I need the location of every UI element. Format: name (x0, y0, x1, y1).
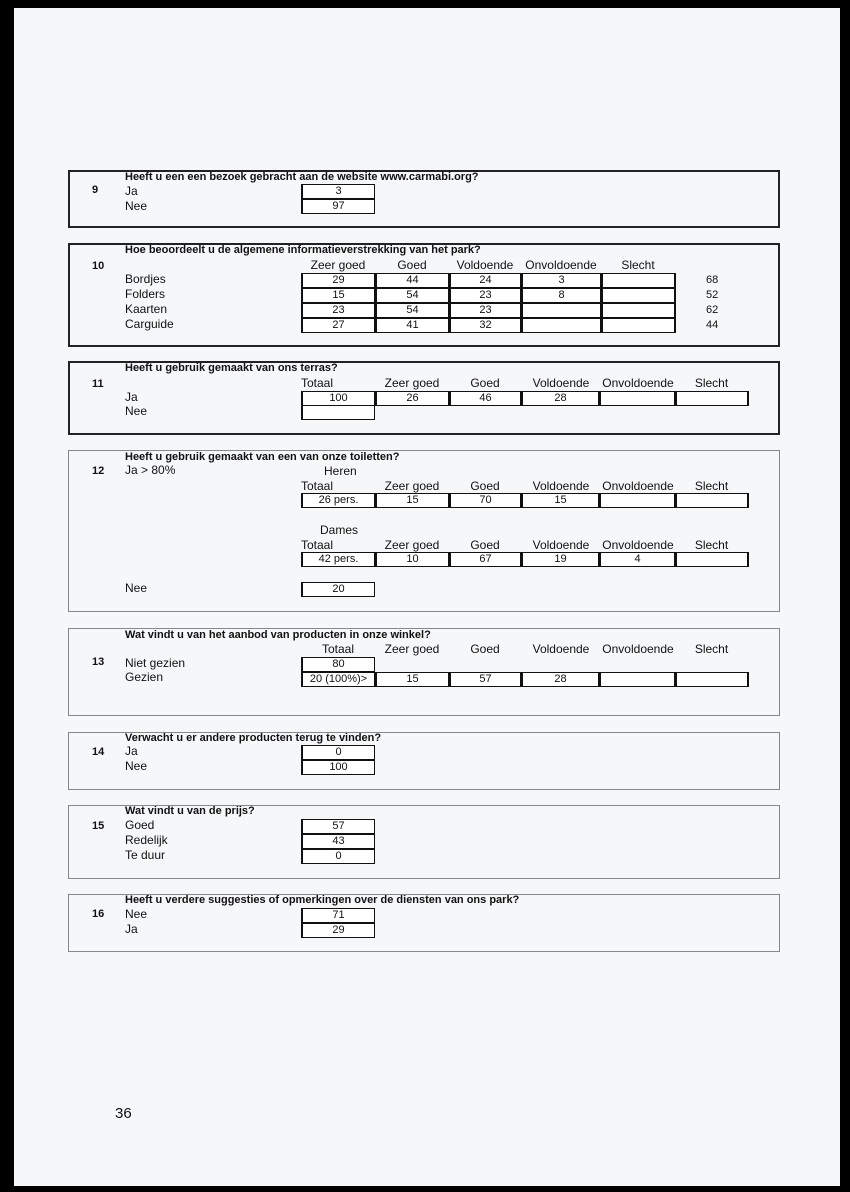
column-header: Slecht (694, 642, 729, 656)
table-cell: 28 (521, 391, 599, 406)
row-label: Nee (125, 404, 148, 418)
question-number: 12 (92, 465, 105, 477)
answer-value: 20 (301, 582, 375, 597)
column-header: Voldoende (532, 538, 590, 552)
answer-label: Nee (125, 581, 148, 595)
column-header: Voldoende (532, 376, 590, 390)
table-cell (599, 493, 675, 508)
question-number: 13 (92, 656, 105, 668)
table-cell (599, 672, 675, 687)
question-title: Hoe beoordeelt u de algemene informatieverstrekking van het park? (125, 244, 481, 256)
table-cell: 15 (375, 493, 449, 508)
table-cell: 57 (449, 672, 521, 687)
column-header: Goed (470, 376, 500, 390)
answer-label: Ja (125, 184, 138, 198)
answer-value: 100 (301, 760, 375, 775)
question-number: 9 (92, 184, 99, 196)
answer-label: Goed (125, 818, 155, 832)
side-number: 52 (706, 289, 719, 301)
answer-label: Redelijk (125, 833, 168, 847)
column-header: Goed (470, 642, 500, 656)
table-cell: 10 (375, 552, 449, 567)
table-cell: 100 (301, 391, 375, 406)
column-header: Voldoende (456, 258, 514, 272)
column-header: Goed (470, 538, 500, 552)
answer-value: 3 (301, 184, 375, 199)
table-cell: 3 (521, 273, 601, 288)
answer-value: 0 (301, 745, 375, 760)
answer-value: 71 (301, 908, 375, 923)
column-header: Onvoldoende (602, 538, 674, 552)
table-cell: 15 (301, 288, 375, 303)
answer-value: 97 (301, 199, 375, 214)
table-cell: 8 (521, 288, 601, 303)
column-header: Totaal (301, 479, 334, 493)
column-header: Onvoldoende (602, 479, 674, 493)
table-cell (599, 391, 675, 406)
answer-value: 43 (301, 834, 375, 849)
side-number: 44 (706, 319, 719, 331)
table-cell (675, 672, 749, 687)
row-label: Carguide (125, 317, 174, 331)
table-cell: 29 (301, 273, 375, 288)
column-header: Onvoldoende (525, 258, 597, 272)
question-number: 14 (92, 746, 105, 758)
table-cell: 44 (375, 273, 449, 288)
question-number: 16 (92, 908, 105, 920)
table-cell (521, 318, 601, 333)
column-header: Totaal (321, 642, 355, 656)
question-title: Wat vindt u van de prijs? (125, 805, 255, 817)
row-label: Ja (125, 390, 138, 404)
column-header: Voldoende (532, 479, 590, 493)
table-cell: 28 (521, 672, 599, 687)
row-label: Folders (125, 287, 166, 301)
table-cell: 41 (375, 318, 449, 333)
question-number: 15 (92, 820, 105, 832)
table-cell: 46 (449, 391, 521, 406)
column-header: Onvoldoende (602, 642, 674, 656)
row-label: Niet gezien (125, 656, 186, 670)
column-header: Slecht (694, 479, 729, 493)
table-cell (675, 552, 749, 567)
question-title: Heeft u een een bezoek gebracht aan de website www.carmabi.org? (125, 171, 479, 183)
table-cell (601, 318, 676, 333)
column-header: Goed (397, 258, 427, 272)
answer-label: Nee (125, 199, 148, 213)
table-cell: 70 (449, 493, 521, 508)
answer-value: 0 (301, 849, 375, 864)
column-header: Zeer goed (384, 642, 440, 656)
table-cell (301, 405, 375, 420)
document-page (14, 8, 840, 1186)
table-cell (601, 303, 676, 318)
group-label: Dames (320, 523, 359, 537)
question-number: 11 (92, 378, 104, 390)
row-label: Gezien (125, 670, 164, 684)
answer-label: Ja (125, 922, 138, 936)
table-cell: 15 (375, 672, 449, 687)
column-header: Slecht (694, 376, 729, 390)
table-cell: 54 (375, 288, 449, 303)
question-number: 10 (92, 260, 105, 272)
page-number: 36 (115, 1105, 132, 1122)
question-title: Wat vindt u van het aanbod van producten in onze winkel? (125, 629, 431, 641)
question-title: Heeft u verdere suggesties of opmerkingen over de diensten van ons park? (125, 894, 520, 906)
question-title: Heeft u gebruik gemaakt van een van onze toiletten? (125, 451, 400, 463)
answer-label: Te duur (125, 848, 166, 862)
side-number: 62 (706, 304, 719, 316)
table-cell: 15 (521, 493, 599, 508)
column-header: Goed (470, 479, 500, 493)
table-cell (675, 493, 749, 508)
column-header: Totaal (301, 538, 334, 552)
side-number: 68 (706, 274, 719, 286)
column-header: Voldoende (532, 642, 590, 656)
table-cell: 19 (521, 552, 599, 567)
table-cell: 26 (375, 391, 449, 406)
column-header: Slecht (694, 538, 729, 552)
question-title: Verwacht u er andere producten terug te vinden? (125, 732, 382, 744)
table-cell: 42 pers. (301, 552, 375, 567)
table-cell (675, 391, 749, 406)
table-cell: 4 (599, 552, 675, 567)
column-header: Slecht (621, 258, 655, 272)
answer-label: Nee (125, 759, 148, 773)
table-cell: 67 (449, 552, 521, 567)
row-label: Kaarten (125, 302, 168, 316)
question-title: Heeft u gebruik gemaakt van ons terras? (125, 362, 338, 374)
table-cell: 24 (449, 273, 521, 288)
answer-label: Nee (125, 907, 148, 921)
answer-value: 57 (301, 819, 375, 834)
table-cell: 20 (100%)> (301, 672, 375, 687)
column-header: Onvoldoende (602, 376, 674, 390)
table-cell: 80 (301, 657, 375, 672)
table-cell: 23 (449, 303, 521, 318)
table-cell: 23 (301, 303, 375, 318)
table-cell: 26 pers. (301, 493, 375, 508)
table-cell: 54 (375, 303, 449, 318)
column-header: Zeer goed (384, 479, 440, 493)
row-label: Bordjes (125, 272, 166, 286)
column-header: Zeer goed (384, 538, 440, 552)
table-cell: 32 (449, 318, 521, 333)
column-header: Zeer goed (310, 258, 366, 272)
table-cell (601, 273, 676, 288)
column-header: Totaal (301, 376, 334, 390)
table-cell (521, 303, 601, 318)
answer-label: Ja > 80% (125, 463, 176, 477)
table-cell (601, 288, 676, 303)
answer-value: 29 (301, 923, 375, 938)
table-cell: 23 (449, 288, 521, 303)
table-cell: 27 (301, 318, 375, 333)
answer-label: Ja (125, 744, 138, 758)
column-header: Zeer goed (384, 376, 440, 390)
group-label: Heren (324, 464, 357, 478)
